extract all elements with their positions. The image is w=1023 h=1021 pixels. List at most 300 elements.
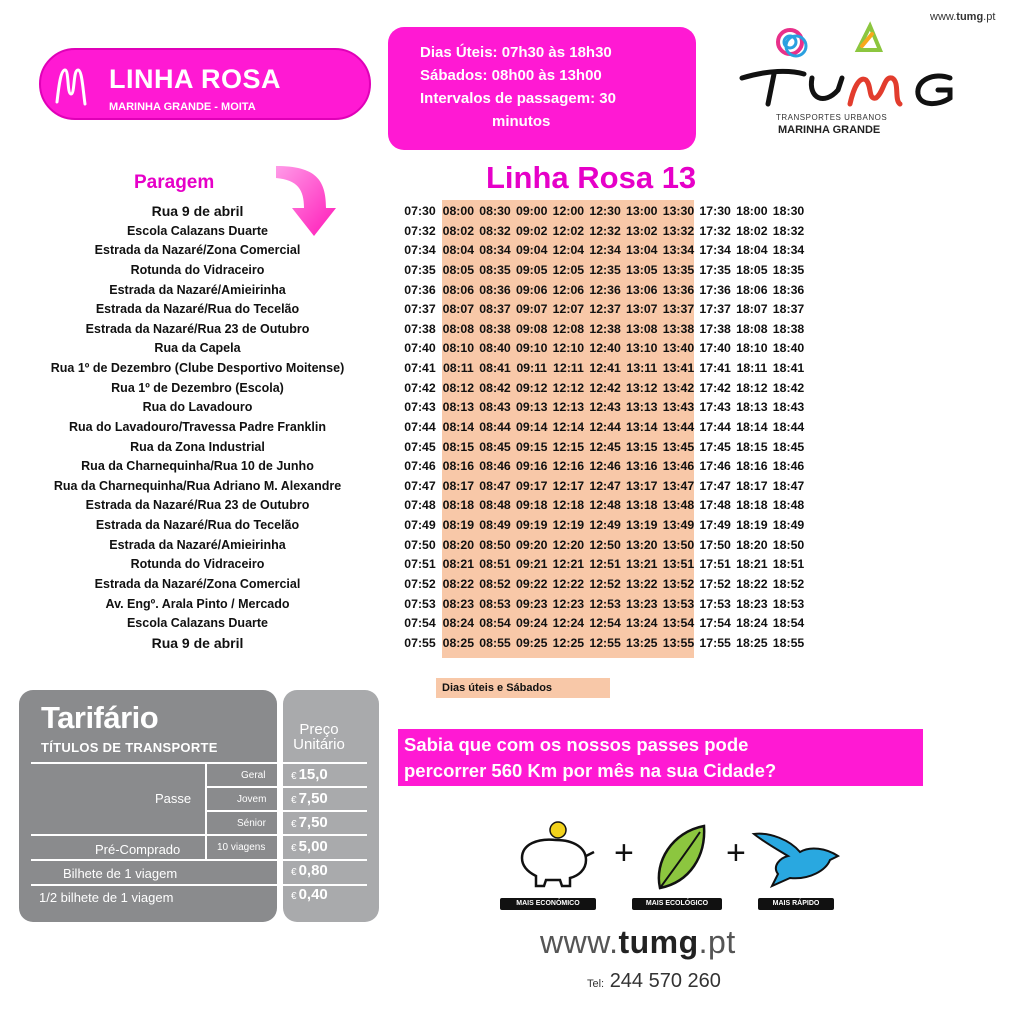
stop-name: Rua 1º de Dezembro (Escola) xyxy=(111,380,284,395)
tumg-wordmark-text: TUMG xyxy=(738,20,741,21)
departure-time: 18:38 xyxy=(772,321,805,336)
timetable-row xyxy=(400,202,807,222)
stop-name: Rua da Charnequinha/Rua 10 de Junho xyxy=(81,459,314,474)
promo-line1: Sabia que com os nossos passes pode xyxy=(404,734,749,755)
piggy-bank-icon xyxy=(510,818,600,888)
departure-time: 09:19 xyxy=(515,518,548,532)
promo-line2: percorrer 560 Km por mês na sua Cidade? xyxy=(404,760,777,781)
departure-time: 12:22 xyxy=(552,576,585,591)
departure-time: 12:36 xyxy=(589,282,621,297)
departure-time: 08:02 xyxy=(442,223,475,238)
departure-time: 18:40 xyxy=(772,341,805,356)
departure-time: 08:08 xyxy=(442,321,475,336)
fare-bilhete-label: Bilhete de 1 viagem xyxy=(63,866,178,881)
timetable-row xyxy=(400,379,807,399)
departure-time: 12:23 xyxy=(552,596,585,611)
departure-time: 13:55 xyxy=(662,635,695,650)
departure-time: 07:42 xyxy=(404,380,436,395)
departure-time: 18:42 xyxy=(772,380,805,395)
departure-time: 09:21 xyxy=(515,557,548,572)
departure-time: 09:08 xyxy=(515,321,548,336)
departure-time: 12:44 xyxy=(589,419,621,434)
departure-time: 18:46 xyxy=(772,459,805,474)
departure-time: 12:00 xyxy=(552,204,585,218)
departure-time: 13:42 xyxy=(662,380,695,395)
departure-time: 13:18 xyxy=(626,498,658,513)
timetable-row xyxy=(400,555,807,575)
stops-list xyxy=(20,202,375,653)
bird-icon xyxy=(750,828,845,888)
tumg-subtitle: TRANSPORTES URBANOS xyxy=(776,113,888,122)
departure-time: 18:50 xyxy=(772,537,805,552)
departure-time: 18:05 xyxy=(736,262,768,277)
timetable-row xyxy=(400,398,807,418)
departure-time: 18:11 xyxy=(736,361,768,375)
hours-saturdays: Sábados: 08h00 às 13h00 xyxy=(420,67,602,84)
departure-time: 08:18 xyxy=(442,498,475,513)
departure-time: 08:40 xyxy=(479,341,511,356)
stop-name: Rotunda do Vidraceiro xyxy=(130,262,265,277)
departure-time: 17:35 xyxy=(699,262,731,277)
departure-time: 09:24 xyxy=(515,616,548,631)
departure-time: 13:23 xyxy=(626,596,658,611)
departure-time: 09:14 xyxy=(515,419,548,434)
stop-name: Rua da Capela xyxy=(154,341,241,356)
departure-time: 12:49 xyxy=(589,518,621,532)
departure-time: 12:07 xyxy=(552,302,585,317)
departure-time: 08:48 xyxy=(479,498,511,513)
departure-time: 13:13 xyxy=(626,400,658,415)
stop-name: Rotunda do Vidraceiro xyxy=(130,557,265,572)
departure-time: 17:55 xyxy=(699,635,731,650)
departure-time: 12:02 xyxy=(552,223,585,238)
stop-name: Rua da Zona Industrial xyxy=(130,439,265,454)
departure-time: 13:37 xyxy=(662,302,695,317)
departure-time: 13:12 xyxy=(626,380,658,395)
timetable-row xyxy=(400,320,807,340)
departure-time: 09:13 xyxy=(515,400,548,415)
departure-time: 18:16 xyxy=(736,459,768,474)
departure-time: 17:54 xyxy=(699,616,731,631)
departure-time: 08:23 xyxy=(442,596,475,611)
timetable-row xyxy=(400,300,807,320)
tumg-wordmark-icon xyxy=(738,20,978,115)
departure-time: 07:38 xyxy=(404,321,436,336)
departure-time: 12:38 xyxy=(589,321,621,336)
departure-time: 07:32 xyxy=(404,223,436,238)
departure-time: 12:16 xyxy=(552,459,585,474)
fare-category: Sénior xyxy=(237,818,266,829)
departure-time: 07:48 xyxy=(404,498,436,513)
stop-name: Rua do Lavadouro xyxy=(142,400,253,415)
departure-time: 12:34 xyxy=(589,243,621,258)
departure-time: 17:50 xyxy=(699,537,731,552)
timetable-row xyxy=(400,222,807,242)
departure-time: 08:37 xyxy=(479,302,511,317)
departure-time: 18:00 xyxy=(736,204,768,218)
departure-time: 13:20 xyxy=(626,537,658,552)
departure-time: 09:10 xyxy=(515,341,548,356)
departure-time: 08:44 xyxy=(479,419,511,434)
timetable-row xyxy=(400,418,807,438)
departure-time: 09:15 xyxy=(515,439,548,454)
departure-time: 08:45 xyxy=(479,439,511,454)
plus-sign: + xyxy=(726,834,746,872)
departure-time: 08:15 xyxy=(442,439,475,454)
departure-time: 09:23 xyxy=(515,596,548,611)
timetable-row xyxy=(400,477,807,497)
departure-time: 17:52 xyxy=(699,576,731,591)
departure-time: 13:16 xyxy=(626,459,658,474)
departure-time: 08:20 xyxy=(442,537,475,552)
departure-time: 12:17 xyxy=(552,478,585,493)
stops-heading: Paragem xyxy=(134,172,215,193)
timetable-row xyxy=(400,281,807,301)
departure-time: 12:13 xyxy=(552,400,585,415)
departure-time: 13:02 xyxy=(626,223,658,238)
departure-time: 09:20 xyxy=(515,537,548,552)
departure-time: 07:49 xyxy=(404,518,436,532)
departure-time: 09:11 xyxy=(516,361,548,375)
departure-time: 08:49 xyxy=(479,518,511,532)
timetable-row xyxy=(400,614,807,634)
departure-time: 17:32 xyxy=(699,223,731,238)
fare-price: € 7,50 xyxy=(291,814,328,831)
departure-time: 18:35 xyxy=(772,262,805,277)
departure-time: 08:46 xyxy=(479,459,511,474)
divider xyxy=(31,762,367,764)
departure-time: 18:20 xyxy=(736,537,768,552)
price-header-line1: Preço xyxy=(299,721,339,738)
departure-time: 13:00 xyxy=(626,204,658,218)
departure-time: 08:12 xyxy=(442,380,475,395)
departure-time: 09:04 xyxy=(515,243,548,258)
timetable-row xyxy=(400,575,807,595)
departure-time: 13:41 xyxy=(662,361,695,375)
departure-time: 12:54 xyxy=(589,616,621,631)
departure-time: 13:53 xyxy=(662,596,695,611)
departure-time: 07:35 xyxy=(404,262,436,277)
departure-time: 12:37 xyxy=(589,302,621,317)
stop-name: Estrada da Nazaré/Rua do Tecelão xyxy=(95,302,300,317)
departure-time: 13:49 xyxy=(662,518,695,532)
departure-time: 09:16 xyxy=(515,459,548,474)
departure-time: 12:20 xyxy=(552,537,585,552)
departure-time: 13:10 xyxy=(626,341,658,356)
departure-time: 13:14 xyxy=(626,419,658,434)
badge-ecologic: MAIS ECOLÓGICO xyxy=(632,898,722,910)
departure-time: 08:52 xyxy=(479,576,511,591)
tumg-logo xyxy=(738,20,978,146)
departure-time: 09:25 xyxy=(515,635,548,650)
fare-table xyxy=(19,690,379,922)
departure-time: 17:44 xyxy=(699,419,731,434)
stop-name: Estrada da Nazaré/Rua do Tecelão xyxy=(95,518,300,532)
departure-time: 12:05 xyxy=(552,262,585,277)
departure-time: 13:54 xyxy=(662,616,695,631)
departure-time: 09:07 xyxy=(515,302,548,317)
departure-time: 17:51 xyxy=(699,557,731,572)
stop-name: Estrada da Nazaré/Zona Comercial xyxy=(94,243,301,258)
departure-time: 12:18 xyxy=(552,498,585,513)
fare-price: € 0,80 xyxy=(291,862,328,879)
departure-time: 12:46 xyxy=(589,459,621,474)
stop-name: Rua do Lavadouro/Travessa Padre Franklin xyxy=(68,419,327,434)
departure-time: 18:44 xyxy=(772,419,805,434)
departure-time: 09:18 xyxy=(515,498,548,513)
departure-time: 13:24 xyxy=(626,616,658,631)
departure-time: 07:43 xyxy=(404,400,436,415)
departure-time: 13:11 xyxy=(626,361,658,375)
departure-time: 08:42 xyxy=(479,380,511,395)
departure-time: 12:04 xyxy=(552,243,585,258)
departure-time: 12:06 xyxy=(552,282,585,297)
site-url-top[interactable]: www.tumg.pt xyxy=(930,11,996,23)
departure-time: 17:46 xyxy=(699,459,731,474)
departure-time: 07:34 xyxy=(404,243,436,258)
departure-time: 12:11 xyxy=(553,361,584,375)
departure-time: 08:51 xyxy=(479,557,511,572)
departure-time: 17:48 xyxy=(699,498,731,513)
departure-time: 18:07 xyxy=(736,302,768,317)
departure-time: 07:37 xyxy=(404,302,436,317)
departure-time: 12:53 xyxy=(589,596,621,611)
timetable-row xyxy=(400,496,807,516)
departure-time: 13:15 xyxy=(626,439,658,454)
departure-time: 08:36 xyxy=(479,282,511,297)
departure-time: 09:02 xyxy=(515,223,548,238)
departure-time: 18:14 xyxy=(736,419,768,434)
departure-time: 18:18 xyxy=(736,498,768,513)
departure-time: 17:40 xyxy=(699,341,731,356)
departure-time: 08:53 xyxy=(479,596,511,611)
departure-time: 18:53 xyxy=(772,596,805,611)
departure-time: 12:14 xyxy=(552,419,585,434)
timetable-legend: Dias úteis e Sábados xyxy=(436,678,610,698)
fare-category: Jovem xyxy=(237,794,267,805)
departure-time: 18:36 xyxy=(772,282,805,297)
timetable-row xyxy=(400,339,807,359)
price-header-line2: Unitário xyxy=(293,736,345,753)
table-title: Linha Rosa 13 xyxy=(486,160,697,195)
departure-time: 13:08 xyxy=(626,321,658,336)
stop-name: Estrada da Nazaré/Rua 23 de Outubro xyxy=(85,498,310,513)
stop-name: Escola Calazans Duarte xyxy=(126,616,269,631)
departure-time: 12:10 xyxy=(552,341,585,356)
departure-time: 08:19 xyxy=(442,518,475,532)
fare-precomprado-label: Pré-Comprado xyxy=(95,842,181,857)
fare-passe-label: Passe xyxy=(155,791,192,806)
departure-time: 12:42 xyxy=(589,380,621,395)
departure-time: 07:50 xyxy=(404,537,436,552)
departure-time: 09:00 xyxy=(515,204,548,218)
departure-time: 12:50 xyxy=(589,537,621,552)
departure-time: 12:51 xyxy=(589,557,621,572)
departure-time: 07:51 xyxy=(404,557,436,572)
departure-time: 08:22 xyxy=(442,576,475,591)
stop-name: Rua 9 de abril xyxy=(151,634,244,651)
line-m-logo-icon xyxy=(51,64,91,108)
departure-time: 07:46 xyxy=(404,459,436,474)
departure-time: 13:35 xyxy=(662,262,695,277)
departure-time: 18:24 xyxy=(736,616,768,631)
departure-time: 12:47 xyxy=(589,478,621,493)
departure-time: 17:43 xyxy=(699,400,731,415)
phone-number[interactable]: Tel: 244 570 260 xyxy=(587,970,721,992)
line-banner xyxy=(39,48,371,120)
departure-time: 12:12 xyxy=(552,380,585,395)
departure-time: 08:41 xyxy=(479,361,511,375)
departure-time: 18:32 xyxy=(772,223,805,238)
departure-time: 18:10 xyxy=(736,341,768,356)
departure-time: 12:19 xyxy=(552,518,585,532)
stop-name: Estrada da Nazaré/Zona Comercial xyxy=(94,576,301,591)
price-header xyxy=(289,722,349,752)
timetable-row xyxy=(400,634,807,654)
departure-time: 13:36 xyxy=(662,282,695,297)
departure-time: 18:02 xyxy=(736,223,768,238)
departure-time: 12:24 xyxy=(552,616,585,631)
departure-time: 18:41 xyxy=(772,361,805,375)
departure-time: 17:47 xyxy=(699,478,731,493)
departure-time: 13:51 xyxy=(662,557,695,572)
departure-time: 12:43 xyxy=(589,400,621,415)
departure-time: 12:55 xyxy=(589,635,621,650)
departure-time: 12:40 xyxy=(589,341,621,356)
departure-time: 13:45 xyxy=(662,439,695,454)
departure-time: 13:32 xyxy=(662,223,695,238)
departure-time: 18:30 xyxy=(772,204,805,218)
departure-time: 13:04 xyxy=(626,243,658,258)
benefits-strip xyxy=(500,818,850,918)
departure-time: 13:21 xyxy=(626,557,658,572)
departure-time: 08:14 xyxy=(442,419,475,434)
departure-time: 13:50 xyxy=(662,537,695,552)
departure-time: 13:38 xyxy=(662,321,695,336)
departure-time: 08:34 xyxy=(479,243,511,258)
departure-time: 18:04 xyxy=(736,243,768,258)
departure-time: 13:47 xyxy=(662,478,695,493)
divider xyxy=(205,762,207,859)
timetable-row xyxy=(400,241,807,261)
fare-precomprado-qty: 10 viagens xyxy=(217,842,266,853)
departure-time: 07:47 xyxy=(404,478,436,493)
departure-time: 18:54 xyxy=(772,616,805,631)
tumg-city: MARINHA GRANDE xyxy=(778,124,881,136)
departure-time: 09:17 xyxy=(515,478,548,493)
departure-time: 13:40 xyxy=(662,341,695,356)
promo-banner xyxy=(398,729,923,786)
departure-time: 18:13 xyxy=(736,400,768,415)
departure-time: 08:16 xyxy=(442,459,475,474)
leaf-icon xyxy=(650,822,710,892)
departure-time: 17:30 xyxy=(699,204,731,218)
departure-time: 08:47 xyxy=(479,478,511,493)
timetable-row xyxy=(400,359,807,379)
departure-time: 08:05 xyxy=(442,262,475,277)
timetable-row xyxy=(400,516,807,536)
departure-time: 08:17 xyxy=(442,478,475,493)
line-name: LINHA ROSA xyxy=(109,64,281,94)
departure-time: 18:17 xyxy=(736,478,768,493)
departure-time: 13:19 xyxy=(626,518,658,532)
departure-time: 12:08 xyxy=(552,321,585,336)
departure-time: 13:25 xyxy=(626,635,658,650)
departure-time: 17:45 xyxy=(699,439,731,454)
stop-name: Av. Engº. Arala Pinto / Mercado xyxy=(105,596,290,611)
departure-time: 18:49 xyxy=(772,518,805,532)
departure-time: 18:37 xyxy=(772,302,805,317)
departure-time: 13:07 xyxy=(626,302,658,317)
badge-economic: MAIS ECONÓMICO xyxy=(500,898,596,910)
departure-time: 18:47 xyxy=(772,478,805,493)
badge-fast: MAIS RÁPIDO xyxy=(758,898,834,910)
departure-time: 12:35 xyxy=(589,262,621,277)
departure-time: 18:15 xyxy=(736,439,768,454)
departure-time: 18:23 xyxy=(736,596,768,611)
departure-time: 12:15 xyxy=(552,439,585,454)
departure-time: 13:06 xyxy=(626,282,658,297)
departure-time: 12:30 xyxy=(589,204,621,218)
departure-time: 07:55 xyxy=(404,635,436,650)
departure-time: 18:12 xyxy=(736,380,768,395)
fare-meio-bilhete-label: 1/2 bilhete de 1 viagem xyxy=(39,890,174,905)
departure-time: 13:05 xyxy=(626,262,658,277)
plus-sign: + xyxy=(614,834,634,872)
departure-time: 12:32 xyxy=(589,223,621,238)
departure-time: 13:34 xyxy=(662,243,695,258)
departure-time: 17:38 xyxy=(699,321,731,336)
departure-time: 12:41 xyxy=(589,361,621,375)
departure-time: 08:30 xyxy=(479,204,511,218)
departure-time: 08:04 xyxy=(442,243,475,258)
departure-time: 07:52 xyxy=(404,576,436,591)
service-hours xyxy=(388,27,696,150)
departure-time: 07:40 xyxy=(404,341,436,356)
divider xyxy=(31,859,367,861)
departure-time: 08:06 xyxy=(442,282,475,297)
departure-time: 18:43 xyxy=(772,400,805,415)
departure-time: 13:22 xyxy=(626,576,658,591)
departure-time: 07:36 xyxy=(404,282,436,297)
divider xyxy=(31,834,367,836)
departure-time: 13:43 xyxy=(662,400,695,415)
departure-time: 18:19 xyxy=(736,518,768,532)
departure-time: 13:30 xyxy=(662,204,695,218)
departure-time: 07:53 xyxy=(404,596,436,611)
departure-time: 12:21 xyxy=(552,557,585,572)
departure-time: 08:35 xyxy=(479,262,511,277)
departure-time: 17:49 xyxy=(699,518,731,532)
departure-time: 17:36 xyxy=(699,282,731,297)
departure-time: 07:30 xyxy=(404,204,436,218)
timetable-row xyxy=(400,595,807,615)
stop-name: Estrada da Nazaré/Amieirinha xyxy=(109,537,286,552)
line-route: MARINHA GRANDE - MOITA xyxy=(109,101,256,113)
departure-time: 17:41 xyxy=(699,361,731,375)
hours-interval-unit: minutos xyxy=(492,113,551,130)
stop-name: Rua da Charnequinha/Rua Adriano M. Alexandre xyxy=(53,478,342,493)
departure-time: 08:25 xyxy=(442,635,475,650)
departure-time: 08:38 xyxy=(479,321,511,336)
departure-time: 12:45 xyxy=(589,439,621,454)
stop-name: Estrada da Nazaré/Amieirinha xyxy=(109,282,286,297)
departure-time: 09:06 xyxy=(515,282,548,297)
bottom-url[interactable]: www.tumg.pt xyxy=(540,924,736,960)
departure-time: 17:53 xyxy=(699,596,731,611)
fare-title: Tarifário xyxy=(41,700,159,735)
departure-time: 18:48 xyxy=(772,498,805,513)
